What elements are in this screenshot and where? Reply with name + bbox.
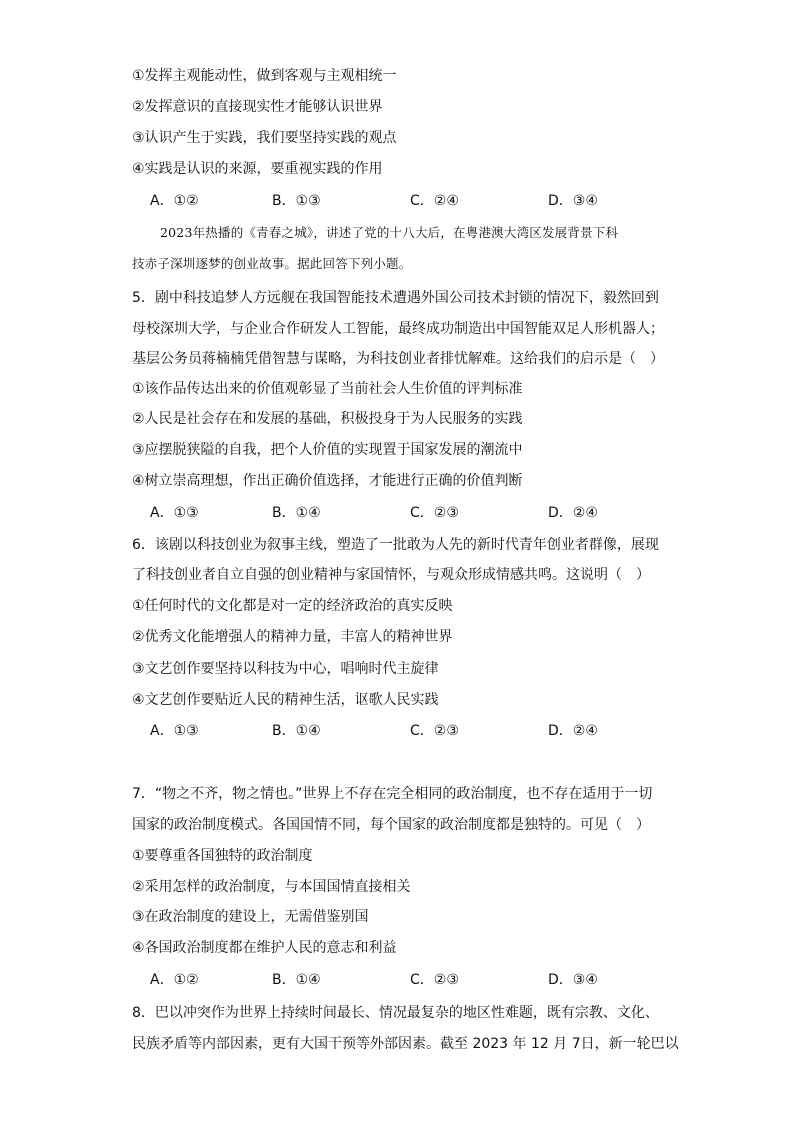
choice-item: ④文艺创作要贴近人民的精神生活，讴歌人民实践	[132, 692, 439, 708]
choice-item: ②人民是社会存在和发展的基础，积极投身于为人民服务的实践	[132, 411, 523, 427]
option-a: A．①③	[150, 505, 199, 521]
choice-item: ③应摆脱狭隘的自我，把个人价值的实现置于国家发展的潮流中	[132, 442, 523, 458]
choice-item: ④树立崇高理想，作出正确价值选择，才能进行正确的价值判断	[132, 473, 523, 489]
question-stem: 7．“物之不齐，物之情也。”世界上不存在完全相同的政治制度，也不存在适用于一切	[132, 786, 653, 802]
choice-item: ④实践是认识的来源，要重视实践的作用	[132, 161, 383, 177]
answer-options	[150, 971, 710, 989]
option-b: B．①④	[272, 505, 321, 521]
question-stem: 民族矛盾等内部因素，更有大国干预等外部因素。截至 2023 年 12 月 7日，新一轮巴以	[132, 1036, 679, 1052]
option-d: D．②④	[548, 723, 598, 739]
option-c: C．②④	[410, 193, 459, 209]
material-intro-line: 技赤子深圳逐梦的创业故事。据此回答下列小题。	[132, 256, 412, 271]
option-b: B．①④	[272, 723, 321, 739]
option-a: A．①②	[150, 193, 199, 209]
option-c: C．②③	[410, 972, 459, 988]
choice-item: ②采用怎样的政治制度，与本国国情直接相关	[132, 879, 411, 895]
option-c: C．②③	[410, 505, 459, 521]
choice-item: ②优秀文化能增强人的精神力量，丰富人的精神世界	[132, 629, 453, 645]
question-stem: 8．巴以冲突作为世界上持续时间最长、情况最复杂的地区性难题，既有宗教、文化、	[132, 1005, 659, 1021]
option-d: D．③④	[548, 193, 598, 209]
choice-item: ①任何时代的文化都是对一定的经济政治的真实反映	[132, 598, 453, 614]
question-stem: 6．该剧以科技创业为叙事主线，塑造了一批敢为人先的新时代青年创业者群像，展现	[132, 537, 659, 553]
choice-item: ①要尊重各国独特的政治制度	[132, 848, 313, 864]
option-d: D．②④	[548, 505, 598, 521]
choice-item: ①该作品传达出来的价值观彰显了当前社会人生价值的评判标准	[132, 381, 523, 397]
answer-options	[150, 722, 710, 740]
answer-options	[150, 192, 710, 210]
option-a: A．①③	[150, 723, 199, 739]
option-c: C．②③	[410, 723, 459, 739]
choice-item: ③在政治制度的建设上，无需借鉴别国	[132, 909, 369, 925]
choice-item: ①发挥主观能动性，做到客观与主观相统一	[132, 68, 397, 84]
option-a: A．①②	[150, 972, 199, 988]
choice-item: ②发挥意识的直接现实性才能够认识世界	[132, 99, 383, 115]
answer-options	[150, 504, 710, 522]
material-intro-line: 2023年热播的《青春之城》，讲述了党的十八大后，在粤港澳大湾区发展背景下科	[160, 225, 619, 240]
option-d: D．③④	[548, 972, 598, 988]
question-stem: 国家的政治制度模式。各国国情不同，每个国家的政治制度都是独特的。可见（ ）	[132, 817, 650, 833]
option-b: B．①④	[272, 972, 321, 988]
question-stem: 了科技创业者自立自强的创业精神与家国情怀，与观众形成情感共鸣。这说明（ ）	[132, 567, 650, 583]
choice-item: ③文艺创作要坚持以科技为中心，唱响时代主旋律	[132, 661, 439, 677]
question-stem: 5．剧中科技追梦人方远舰在我国智能技术遭遇外国公司技术封锁的情况下，毅然回到	[132, 290, 659, 306]
question-stem: 母校深圳大学，与企业合作研发人工智能，最终成功制造出中国智能双足人形机器人；	[132, 321, 664, 337]
choice-item: ④各国政治制度都在维护人民的意志和利益	[132, 940, 397, 956]
question-stem: 基层公务员蒋楠楠凭借智慧与谋略，为科技创业者排忧解难。这给我们的启示是（ ）	[132, 351, 664, 367]
option-b: B．①③	[272, 193, 321, 209]
choice-item: ③认识产生于实践，我们要坚持实践的观点	[132, 130, 397, 146]
